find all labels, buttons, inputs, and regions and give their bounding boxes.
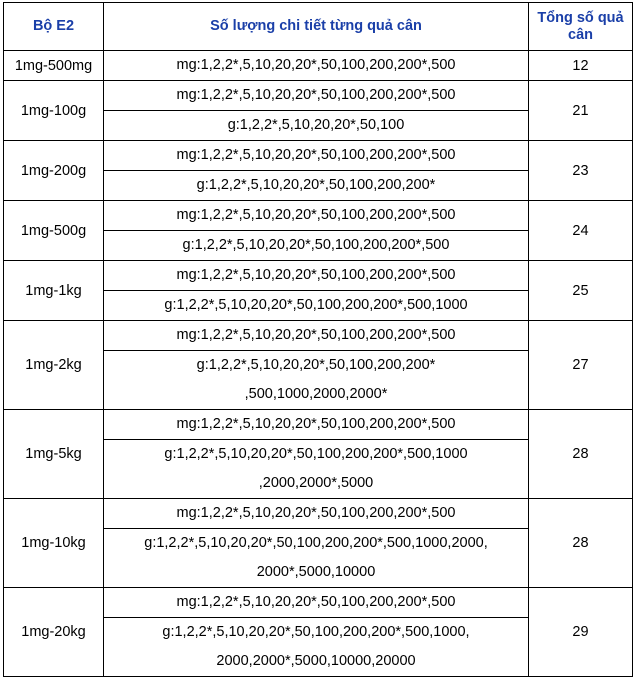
details-cell: [104, 201, 529, 261]
mg-detail-line: mg:1,2,2*,5,10,20,20*,50,100,200,200*,500: [176, 147, 456, 163]
mg-detail-line: mg:1,2,2*,5,10,20,20*,50,100,200,200*,500: [176, 594, 456, 610]
total-count-cell: 23: [529, 141, 633, 201]
header-row: [4, 3, 633, 51]
mg-detail-line: mg:1,2,2*,5,10,20,20*,50,100,200,200*,500: [176, 207, 456, 223]
details-cell: [104, 81, 529, 141]
details-cell: [104, 499, 529, 588]
g-detail-line: g:1,2,2*,5,10,20,20*,50,100,200,200*,500,1000: [104, 439, 528, 469]
header-details: Số lượng chi tiết từng quả cân: [104, 3, 529, 51]
table-row: [4, 588, 633, 677]
table-row: [4, 321, 633, 410]
table-row: [4, 201, 633, 261]
table-row: [4, 51, 633, 81]
details-cell: [104, 261, 529, 321]
g-detail-line: ,500,1000,2000,2000*: [244, 386, 388, 402]
weights-table: [3, 2, 633, 677]
details-cell: [104, 410, 529, 499]
total-count-cell: 25: [529, 261, 633, 321]
total-count-cell: 28: [529, 499, 633, 588]
set-name-cell: 1mg-100g: [4, 81, 104, 141]
total-count-cell: 27: [529, 321, 633, 410]
header-total: Tổng số quả cân: [529, 3, 633, 51]
table-row: [4, 410, 633, 499]
total-count-cell: 29: [529, 588, 633, 677]
g-detail-line: g:1,2,2*,5,10,20,20*,50,100,200,200*,500: [104, 230, 528, 260]
g-detail-line: 2000,2000*,5000,10000,20000: [216, 653, 416, 669]
g-detail-line: g:1,2,2*,5,10,20,20*,50,100,200,200*,500,1000,2000,: [104, 528, 528, 558]
set-name-cell: 1mg-1kg: [4, 261, 104, 321]
mg-detail-line: mg:1,2,2*,5,10,20,20*,50,100,200,200*,500: [176, 505, 456, 521]
g-detail-line: g:1,2,2*,5,10,20,20*,50,100,200,200*,500,1000: [104, 290, 528, 320]
table-row: [4, 261, 633, 321]
g-detail-line: ,2000,2000*,5000: [258, 475, 374, 491]
set-name-cell: 1mg-500mg: [4, 51, 104, 81]
g-detail-line: g:1,2,2*,5,10,20,20*,50,100,200,200*: [104, 350, 528, 380]
details-cell: [104, 321, 529, 410]
mg-detail-line: mg:1,2,2*,5,10,20,20*,50,100,200,200*,500: [176, 267, 456, 283]
mg-detail-line: mg:1,2,2*,5,10,20,20*,50,100,200,200*,500: [176, 57, 456, 73]
mg-detail-line: mg:1,2,2*,5,10,20,20*,50,100,200,200*,500: [176, 416, 456, 432]
set-name-cell: 1mg-2kg: [4, 321, 104, 410]
header-set: Bộ E2: [4, 3, 104, 51]
total-count-cell: 28: [529, 410, 633, 499]
mg-detail-line: mg:1,2,2*,5,10,20,20*,50,100,200,200*,500: [176, 327, 456, 343]
mg-detail-line: mg:1,2,2*,5,10,20,20*,50,100,200,200*,500: [176, 87, 456, 103]
table-row: [4, 499, 633, 588]
set-name-cell: 1mg-20kg: [4, 588, 104, 677]
details-cell: [104, 588, 529, 677]
table-row: [4, 81, 633, 141]
set-name-cell: 1mg-10kg: [4, 499, 104, 588]
set-name-cell: 1mg-5kg: [4, 410, 104, 499]
set-name-cell: 1mg-200g: [4, 141, 104, 201]
total-count-cell: 12: [529, 51, 633, 81]
set-name-cell: 1mg-500g: [4, 201, 104, 261]
g-detail-line: g:1,2,2*,5,10,20,20*,50,100,200,200*,500,1000,: [104, 617, 528, 647]
g-detail-line: g:1,2,2*,5,10,20,20*,50,100,200,200*: [104, 170, 528, 200]
g-detail-line: g:1,2,2*,5,10,20,20*,50,100: [104, 110, 528, 140]
total-count-cell: 24: [529, 201, 633, 261]
details-cell: [104, 51, 529, 81]
total-count-cell: 21: [529, 81, 633, 141]
details-cell: [104, 141, 529, 201]
g-detail-line: 2000*,5000,10000: [256, 564, 376, 580]
table-body: [4, 51, 633, 677]
table-row: [4, 141, 633, 201]
